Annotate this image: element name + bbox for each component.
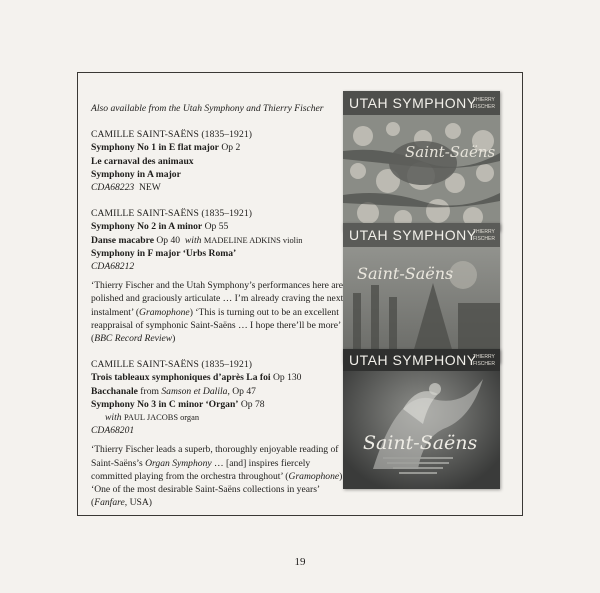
work-line: Symphony in F major ‘Urbs Roma’ [91,247,237,259]
work-line: Trois tableaux symphoniques d’après La foi Op 130 [91,372,302,384]
composer-line: CAMILLE SAINT-SAËNS (1835–1921) [91,129,253,141]
review-quote: ‘Thierry Fischer and the Utah Symphony’s performances here are polished and graciously articulate … I’m already craving the next instalment’ (Gramophone) ‘This is turning out to be an excellent reappraisal of symphonic Saint-Saëns … I hope there’ll be more’ (BBC Record Review) [91,280,344,345]
cover-1-conductor-last: FISCHER [473,104,495,110]
album-cover-2 [343,223,500,363]
work-line: Symphony in A major [91,168,181,180]
cover-3-conductor-first: THIERRY [473,354,495,360]
release-2 [91,207,349,345]
composer-line: CAMILLE SAINT-SAËNS (1835–1921) [91,359,253,371]
new-badge: NEW [138,182,161,194]
work-line: Symphony No 2 in A minor Op 55 [91,221,229,233]
cover-3-conductor-last: FISCHER [473,361,495,367]
catalogue-number: CDA68212 [91,261,135,273]
performer-line: with PAUL JACOBS organ [105,412,200,424]
cover-1-script: Saint-Saëns [405,143,496,161]
cover-2-orchestra: UTAH SYMPHONY [349,227,477,243]
cover-1-orchestra: UTAH SYMPHONY [349,95,477,111]
catalogue-number: CDA68223 [91,182,135,194]
album-cover-1 [343,91,500,231]
catalogue-line [91,181,349,194]
work-line: Bacchanale from Samson et Dalila, Op 47 [91,385,256,397]
cover-2-script: Saint-Saëns [357,264,454,283]
page-number: 19 [294,556,306,568]
cover-1-conductor-first: THIERRY [473,97,495,103]
cover-3-orchestra: UTAH SYMPHONY [349,352,477,368]
album-cover-3 [343,349,500,489]
work-line: Symphony No 1 in E flat major Op 2 [91,142,241,154]
cover-3-script: Saint-Saëns [363,432,478,454]
catalogue-number: CDA68201 [91,425,135,437]
work-line: Symphony No 3 in C minor ‘Organ’ Op 78 [91,398,265,410]
release-list [91,102,349,522]
cover-2-conductor-last: FISCHER [473,236,495,242]
cover-2-conductor-first: THIERRY [473,229,495,235]
work-line: Le carnaval des animaux [91,155,194,167]
work-line: Danse macabre Op 40 with MADELINE ADKINS violin [91,234,303,246]
release-1 [91,128,349,194]
intro-heading: Also available from the Utah Symphony and Thierry Fischer [91,103,324,114]
release-3 [91,358,349,509]
review-quote: ‘Thierry Fischer leads a superb, thoroughly enjoyable reading of Saint-Saëns’s Organ Symphony … [and] inspires fiercely committed playing from the orchestra throughout’ (Gramophone) ‘One of the most desirable Saint-Saëns collections in years’ (Fanfare, USA) [91,444,343,509]
composer-line: CAMILLE SAINT-SAËNS (1835–1921) [91,208,253,220]
